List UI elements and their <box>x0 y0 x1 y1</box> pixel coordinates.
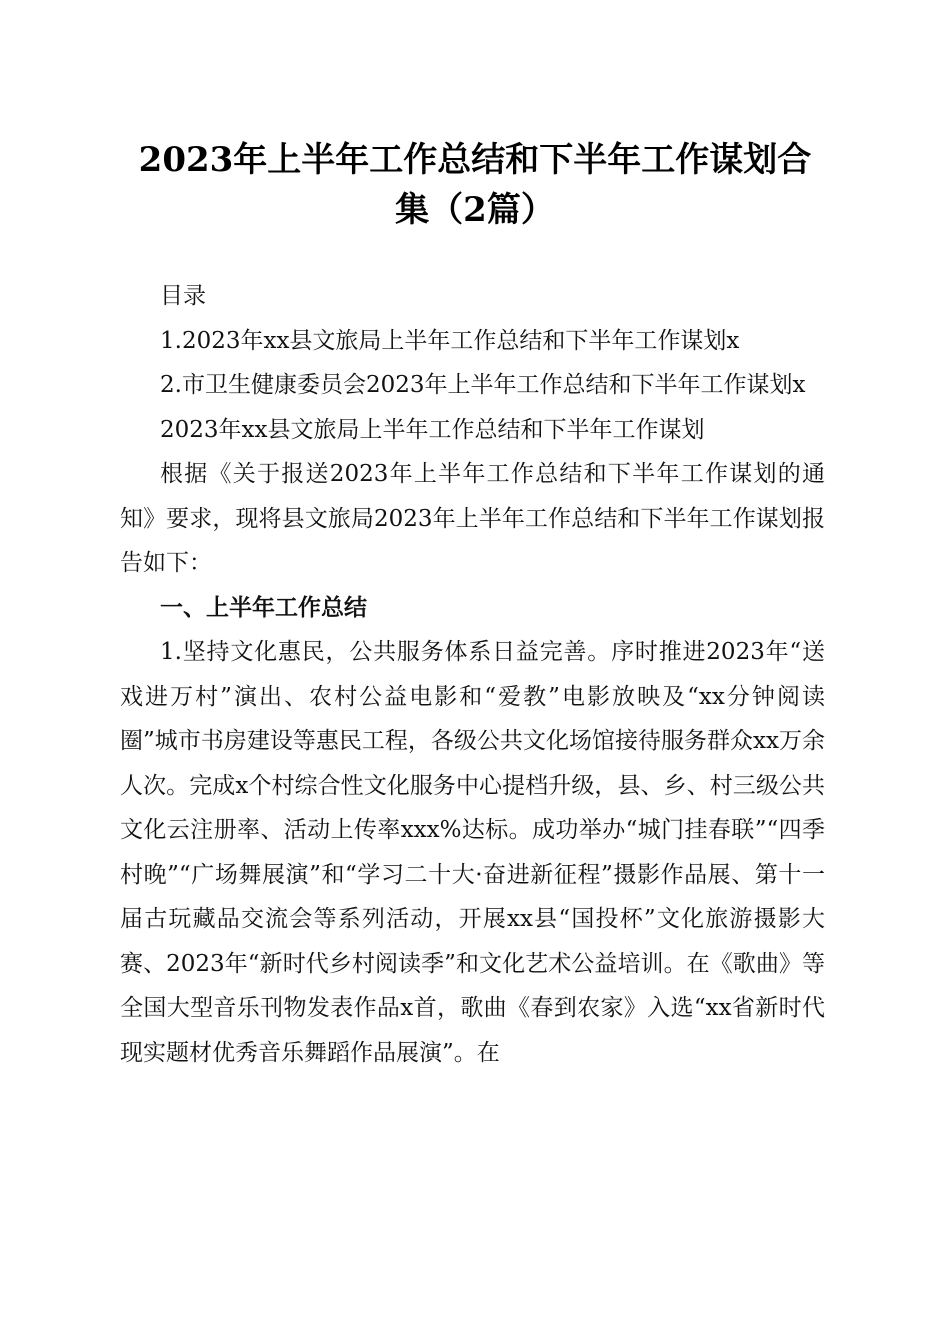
document-body <box>120 274 825 1075</box>
document-title-line-1: 2023年上半年工作总结和下半年工作谋划合 <box>138 140 812 180</box>
toc-label: 目录 <box>160 283 206 309</box>
toc-item-2[interactable]: 2.市卫生健康委员会2023年上半年工作总结和下半年工作谋划x <box>160 372 806 398</box>
article-title: 2023年xx县文旅局上半年工作总结和下半年工作谋划 <box>160 416 705 443</box>
document-title-line-2: 集（2篇） <box>395 190 555 230</box>
toc-item-1[interactable]: 1.2023年xx县文旅局上半年工作总结和下半年工作谋划x <box>160 327 740 354</box>
section-paragraph: 1.坚持文化惠民，公共服务体系日益完善。序时推进2023年“送戏进万村”演出、农村公益电影和“爱教”电影放映及“xx分钟阅读圈”城市书房建设等惠民工程，各级公共文化场馆接待服务群众xx万余人次。完成x个村综合性文化服务中心提档升级，县、乡、村三级公共文化云注册率、活动上传率xxx%达标。成功举办“城门挂春联”“四季村晚”“广场舞展演”和“学习二十大·奋进新征程”摄影作品展、第十一届古玩藏品交流会等系列活动，开展xx县“国投杯”文化旅游摄影大赛、2023年“新时代乡村阅读季”和文化艺术公益培训。在《歌曲》等全国大型音乐刊物发表作品x首，歌曲《春到农家》入选“xx省新时代现实题材优秀音乐舞蹈作品展演”。在 <box>120 639 825 1066</box>
section-heading: 一、上半年工作总结 <box>160 594 367 621</box>
article-intro: 根据《关于报送2023年上半年工作总结和下半年工作谋划的通知》要求，现将县文旅局2023年上半年工作总结和下半年工作谋划报告如下： <box>120 461 825 576</box>
